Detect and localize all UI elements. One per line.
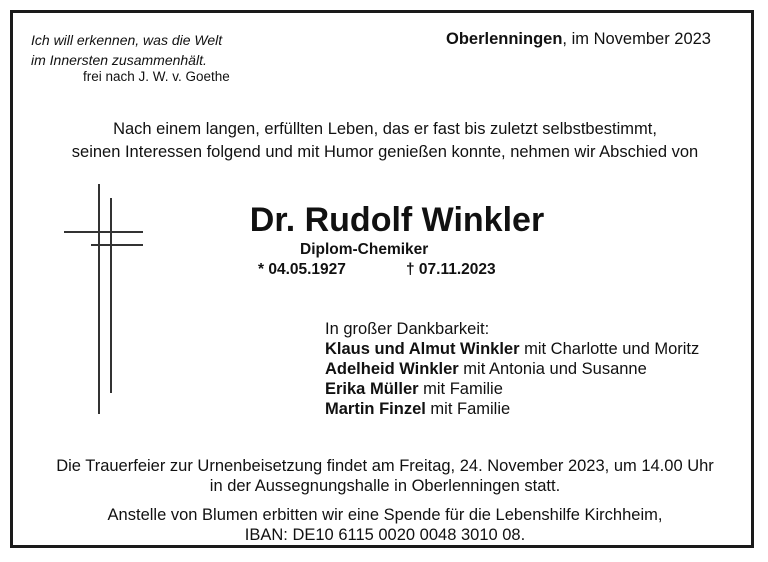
quote-attribution: frei nach J. W. v. Goethe (83, 69, 230, 84)
mourner-entry: Martin Finzel mit Familie (325, 400, 511, 418)
place-date (446, 30, 711, 49)
place: Oberlenningen (445, 30, 563, 48)
mourners-heading: In großer Dankbarkeit: (325, 320, 490, 338)
deceased-title: Diplom-Chemiker (300, 241, 429, 258)
intro-line-2: seinen Interessen folgend und mit Humor genießen konnte, nehmen wir Abschied von (71, 143, 699, 161)
mourner-entry: Erika Müller mit Familie (325, 380, 503, 398)
deceased-name: Dr. Rudolf Winkler (249, 201, 545, 239)
intro-line-1: Nach einem langen, erfüllten Leben, das er fast bis zuletzt selbstbestimmt, (113, 120, 657, 138)
notice-frame (10, 10, 754, 548)
funeral-line-1: Die Trauerfeier zur Urnenbeisetzung findet am Freitag, 24. November 2023, um 14.00 Uhr (56, 457, 714, 475)
death-date: † 07.11.2023 (406, 261, 496, 278)
donation-line-2: IBAN: DE10 6115 0020 0048 3010 08. (244, 526, 526, 544)
mourner-entry: Klaus und Almut Winkler mit Charlotte und Moritz (325, 340, 700, 358)
quote-line-1: Ich will erkennen, was die Welt (31, 32, 223, 48)
mourner-entry: Adelheid Winkler mit Antonia und Susanne (325, 360, 647, 378)
date-text: , im November 2023 (562, 30, 711, 48)
donation-line-1: Anstelle von Blumen erbitten wir eine Spende für die Lebenshilfe Kirchheim, (107, 506, 663, 524)
birth-date: * 04.05.1927 (258, 261, 346, 278)
quote-line-2: im Innersten zusammenhält. (31, 52, 207, 68)
funeral-line-2: in der Aussegnungshalle in Oberlenningen statt. (209, 477, 561, 495)
